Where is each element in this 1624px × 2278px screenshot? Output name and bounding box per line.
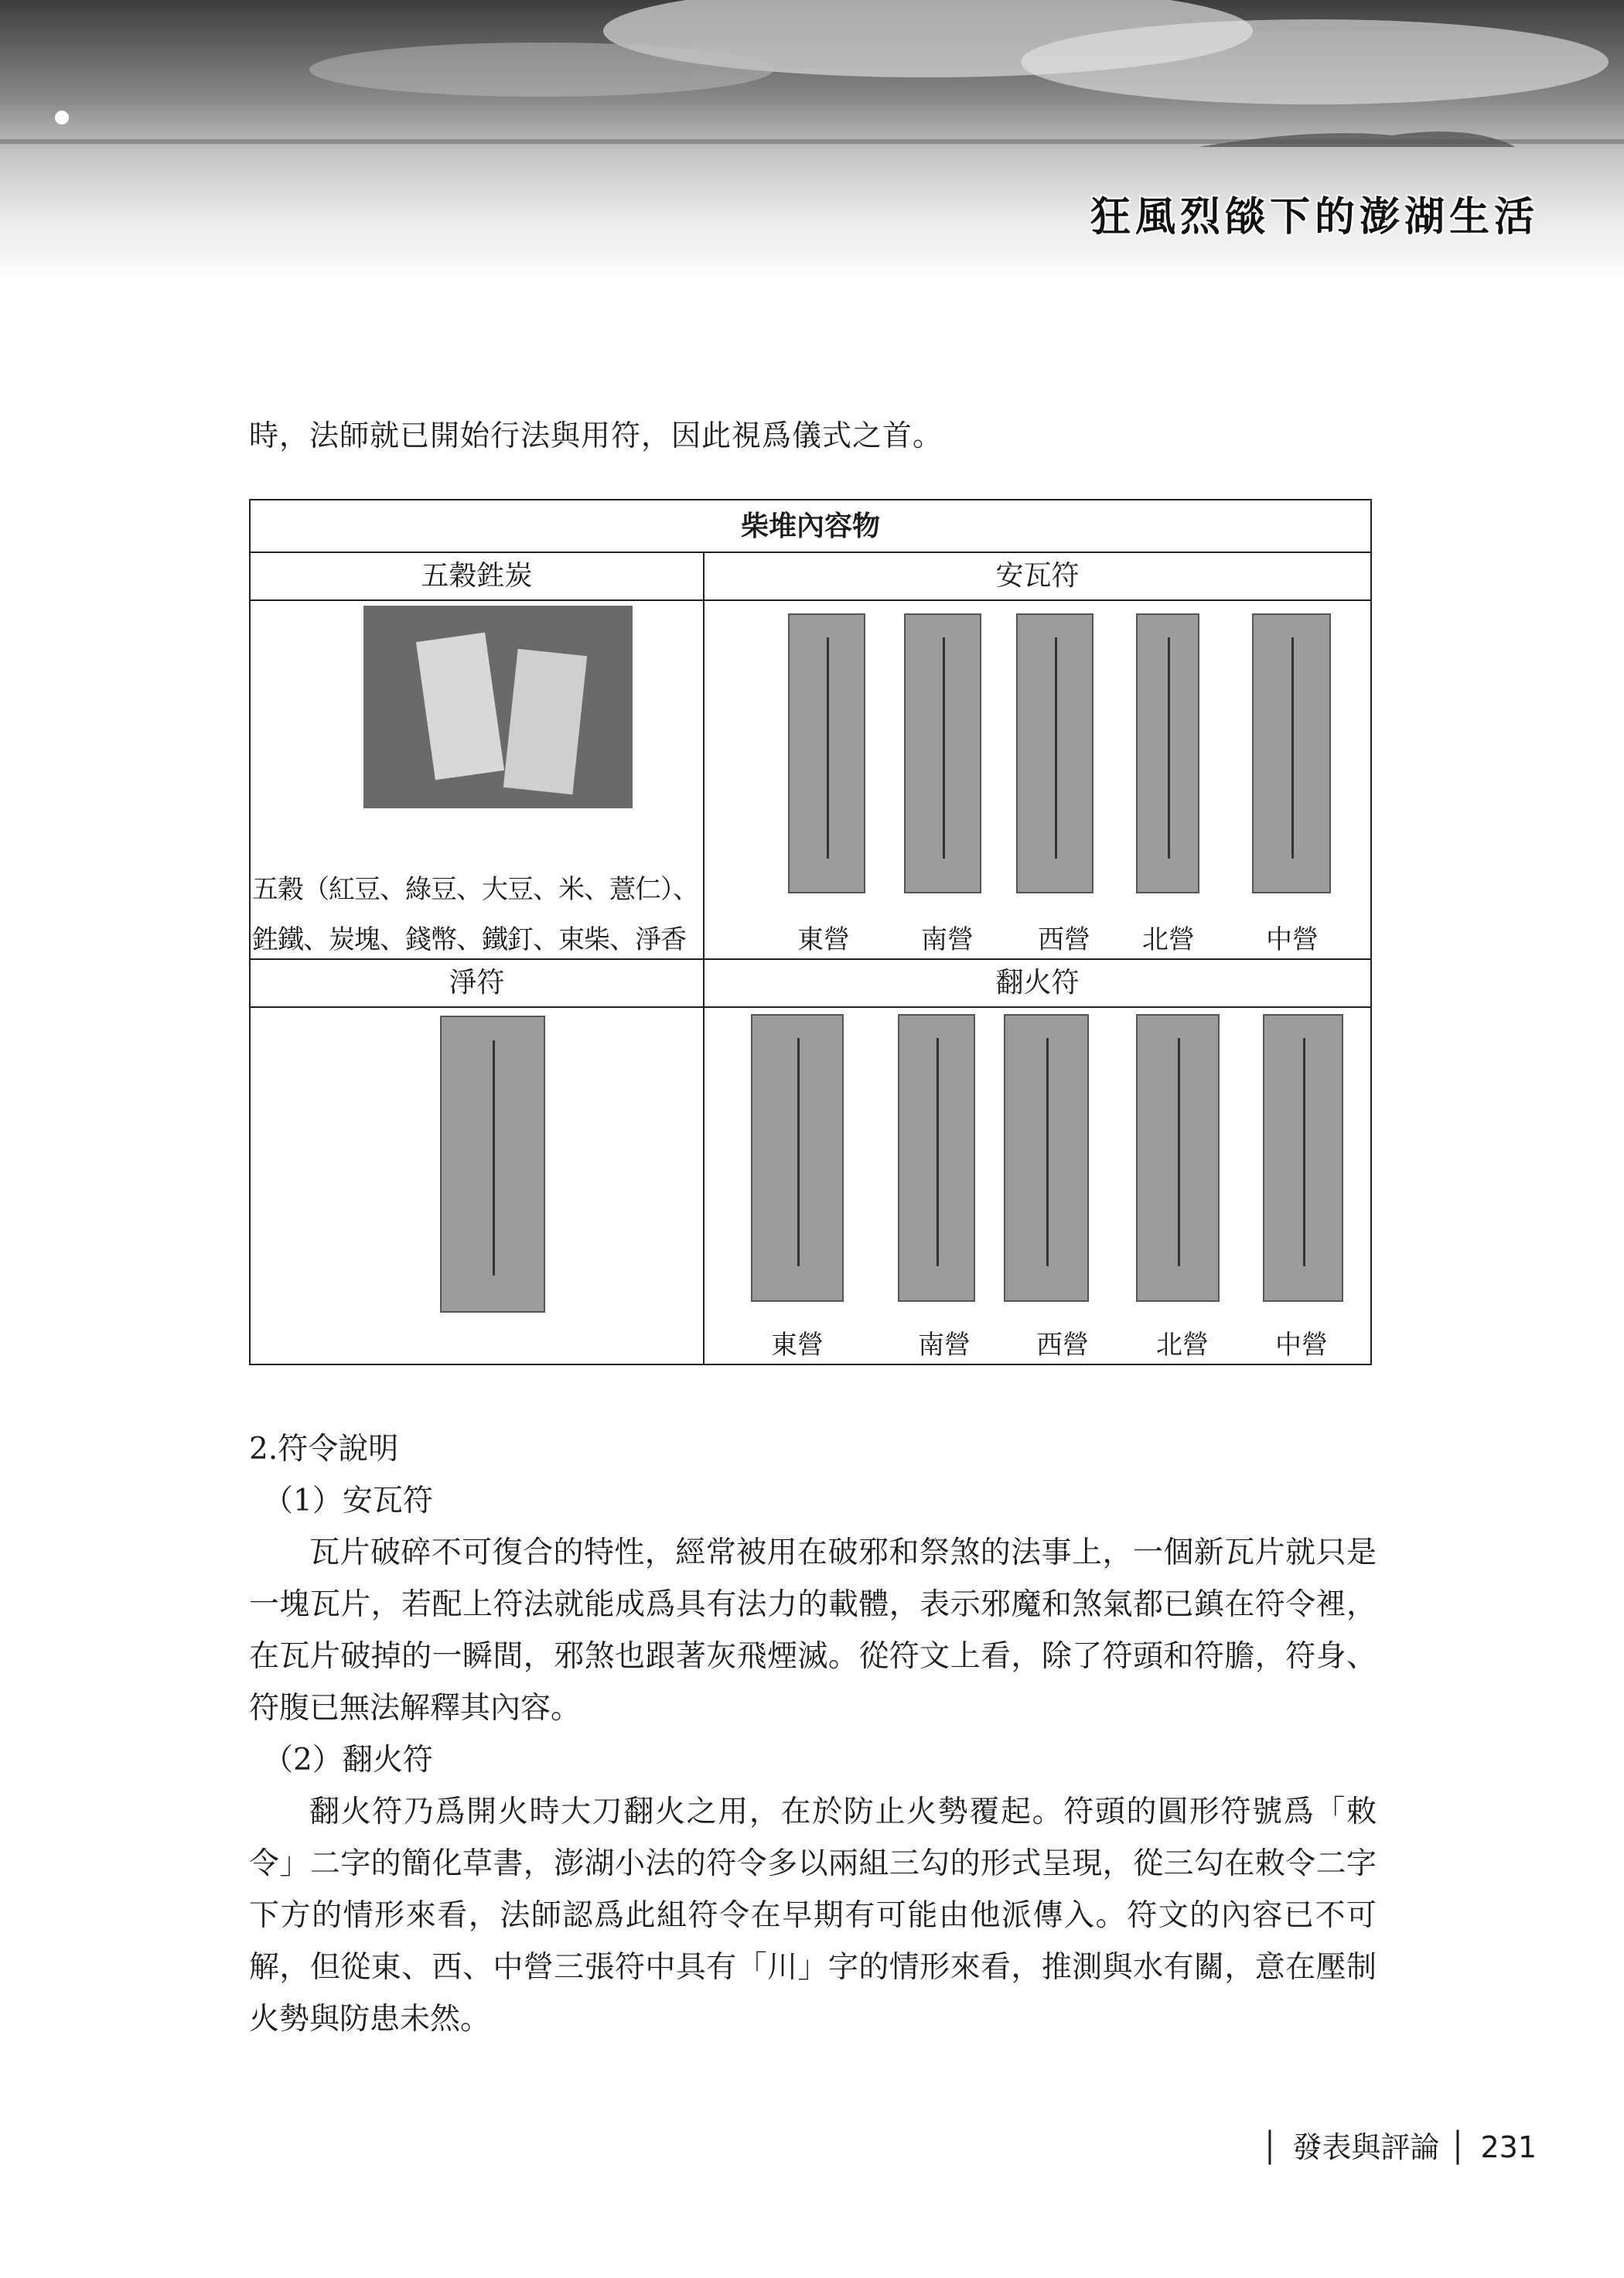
header-banner bbox=[0, 0, 1624, 286]
subheading-fanhuo: （2）翻火符 bbox=[263, 1743, 433, 1778]
fanhuo-label-east: 東營 bbox=[771, 1330, 824, 1361]
section-heading: 2.符令說明 bbox=[249, 1432, 399, 1467]
body-section bbox=[249, 1423, 1377, 2045]
fanhuo-label-south: 南營 bbox=[918, 1330, 971, 1361]
fanhuo-label-center: 中營 bbox=[1275, 1330, 1328, 1361]
anwa-talisman-south bbox=[904, 613, 981, 893]
fanhuo-talisman-center bbox=[1263, 1014, 1343, 1302]
anwa-cell bbox=[704, 600, 1371, 959]
anwa-label-west: 西營 bbox=[1038, 924, 1090, 955]
grains-cell bbox=[250, 600, 704, 959]
anwa-talisman-north bbox=[1136, 613, 1199, 893]
anwa-label-east: 東營 bbox=[797, 924, 850, 955]
paragraph-fanhuo: 翻火符乃爲開火時大刀翻火之用，在於防止火勢覆起。符頭的圓形符號爲「敕令」二字的簡化草書，澎湖小法的符令多以兩組三勾的形式呈現，從三勾在敕令二字下方的情形來看，法師認爲此組符令在早期有可能由他派傳入。符文的內容已不可解，但從東、西、中營三張符中具有「川」字的情形來看，推測與水有關，意在壓制火勢與防患未然。 bbox=[249, 1795, 1377, 2037]
fanhuo-talisman-south bbox=[898, 1014, 975, 1302]
col-header-grains: 五穀鉎炭 bbox=[250, 552, 704, 600]
footer-section-name: 發表與評論 bbox=[1292, 2130, 1440, 2164]
fuel-pile-table bbox=[249, 499, 1372, 1365]
anwa-label-north: 北營 bbox=[1142, 924, 1195, 955]
paragraph-anwa: 瓦片破碎不可復合的特性，經常被用在破邪和祭煞的法事上，一個新瓦片就只是一塊瓦片，若配上符法就能成爲具有法力的載體，表示邪魔和煞氣都已鎮在符令裡，在瓦片破掉的一瞬間，邪煞也跟著灰飛煙滅。從符文上看，除了符頭和符膽，符身、符腹已無法解釋其內容。 bbox=[249, 1535, 1377, 1726]
anwa-label-south: 南營 bbox=[921, 924, 974, 955]
fanhuo-talisman-north bbox=[1136, 1014, 1220, 1302]
purify-cell bbox=[250, 1007, 704, 1364]
grains-note-line1: 五穀（紅豆、綠豆、大豆、米、薏仁）、 bbox=[252, 874, 698, 905]
anwa-talisman-east bbox=[788, 613, 865, 893]
anwa-talisman-center bbox=[1252, 613, 1331, 893]
grains-photo bbox=[363, 606, 633, 808]
anwa-talisman-west bbox=[1016, 613, 1093, 893]
fanhuo-talisman-west bbox=[1004, 1014, 1089, 1302]
lead-line: 時，法師就已開始行法與用符，因此視爲儀式之首。 bbox=[249, 418, 943, 453]
anwa-label-center: 中營 bbox=[1266, 924, 1319, 955]
col-header-purify: 淨符 bbox=[250, 959, 704, 1007]
sky-sea-photo bbox=[0, 0, 1624, 286]
purify-talisman bbox=[440, 1016, 545, 1313]
fanhuo-label-north: 北營 bbox=[1156, 1330, 1209, 1361]
col-header-fanhuo: 翻火符 bbox=[704, 959, 1371, 1007]
running-title: 狂風烈燄下的澎湖生活 bbox=[1090, 193, 1539, 241]
fanhuo-label-west: 西營 bbox=[1036, 1330, 1089, 1361]
subheading-anwa: （1）安瓦符 bbox=[263, 1484, 433, 1518]
page-number: 231 bbox=[1480, 2130, 1537, 2164]
fanhuo-cell bbox=[704, 1007, 1371, 1364]
col-header-anwa: 安瓦符 bbox=[704, 552, 1371, 600]
page-footer: │ 發表與評論 │ 231 bbox=[1261, 2130, 1537, 2164]
table-caption: 柴堆內容物 bbox=[250, 500, 1371, 552]
fanhuo-talisman-east bbox=[751, 1014, 844, 1302]
grains-note-line2: 鉎鐵、炭塊、錢幣、鐵釘、束柴、淨香 bbox=[252, 924, 686, 955]
